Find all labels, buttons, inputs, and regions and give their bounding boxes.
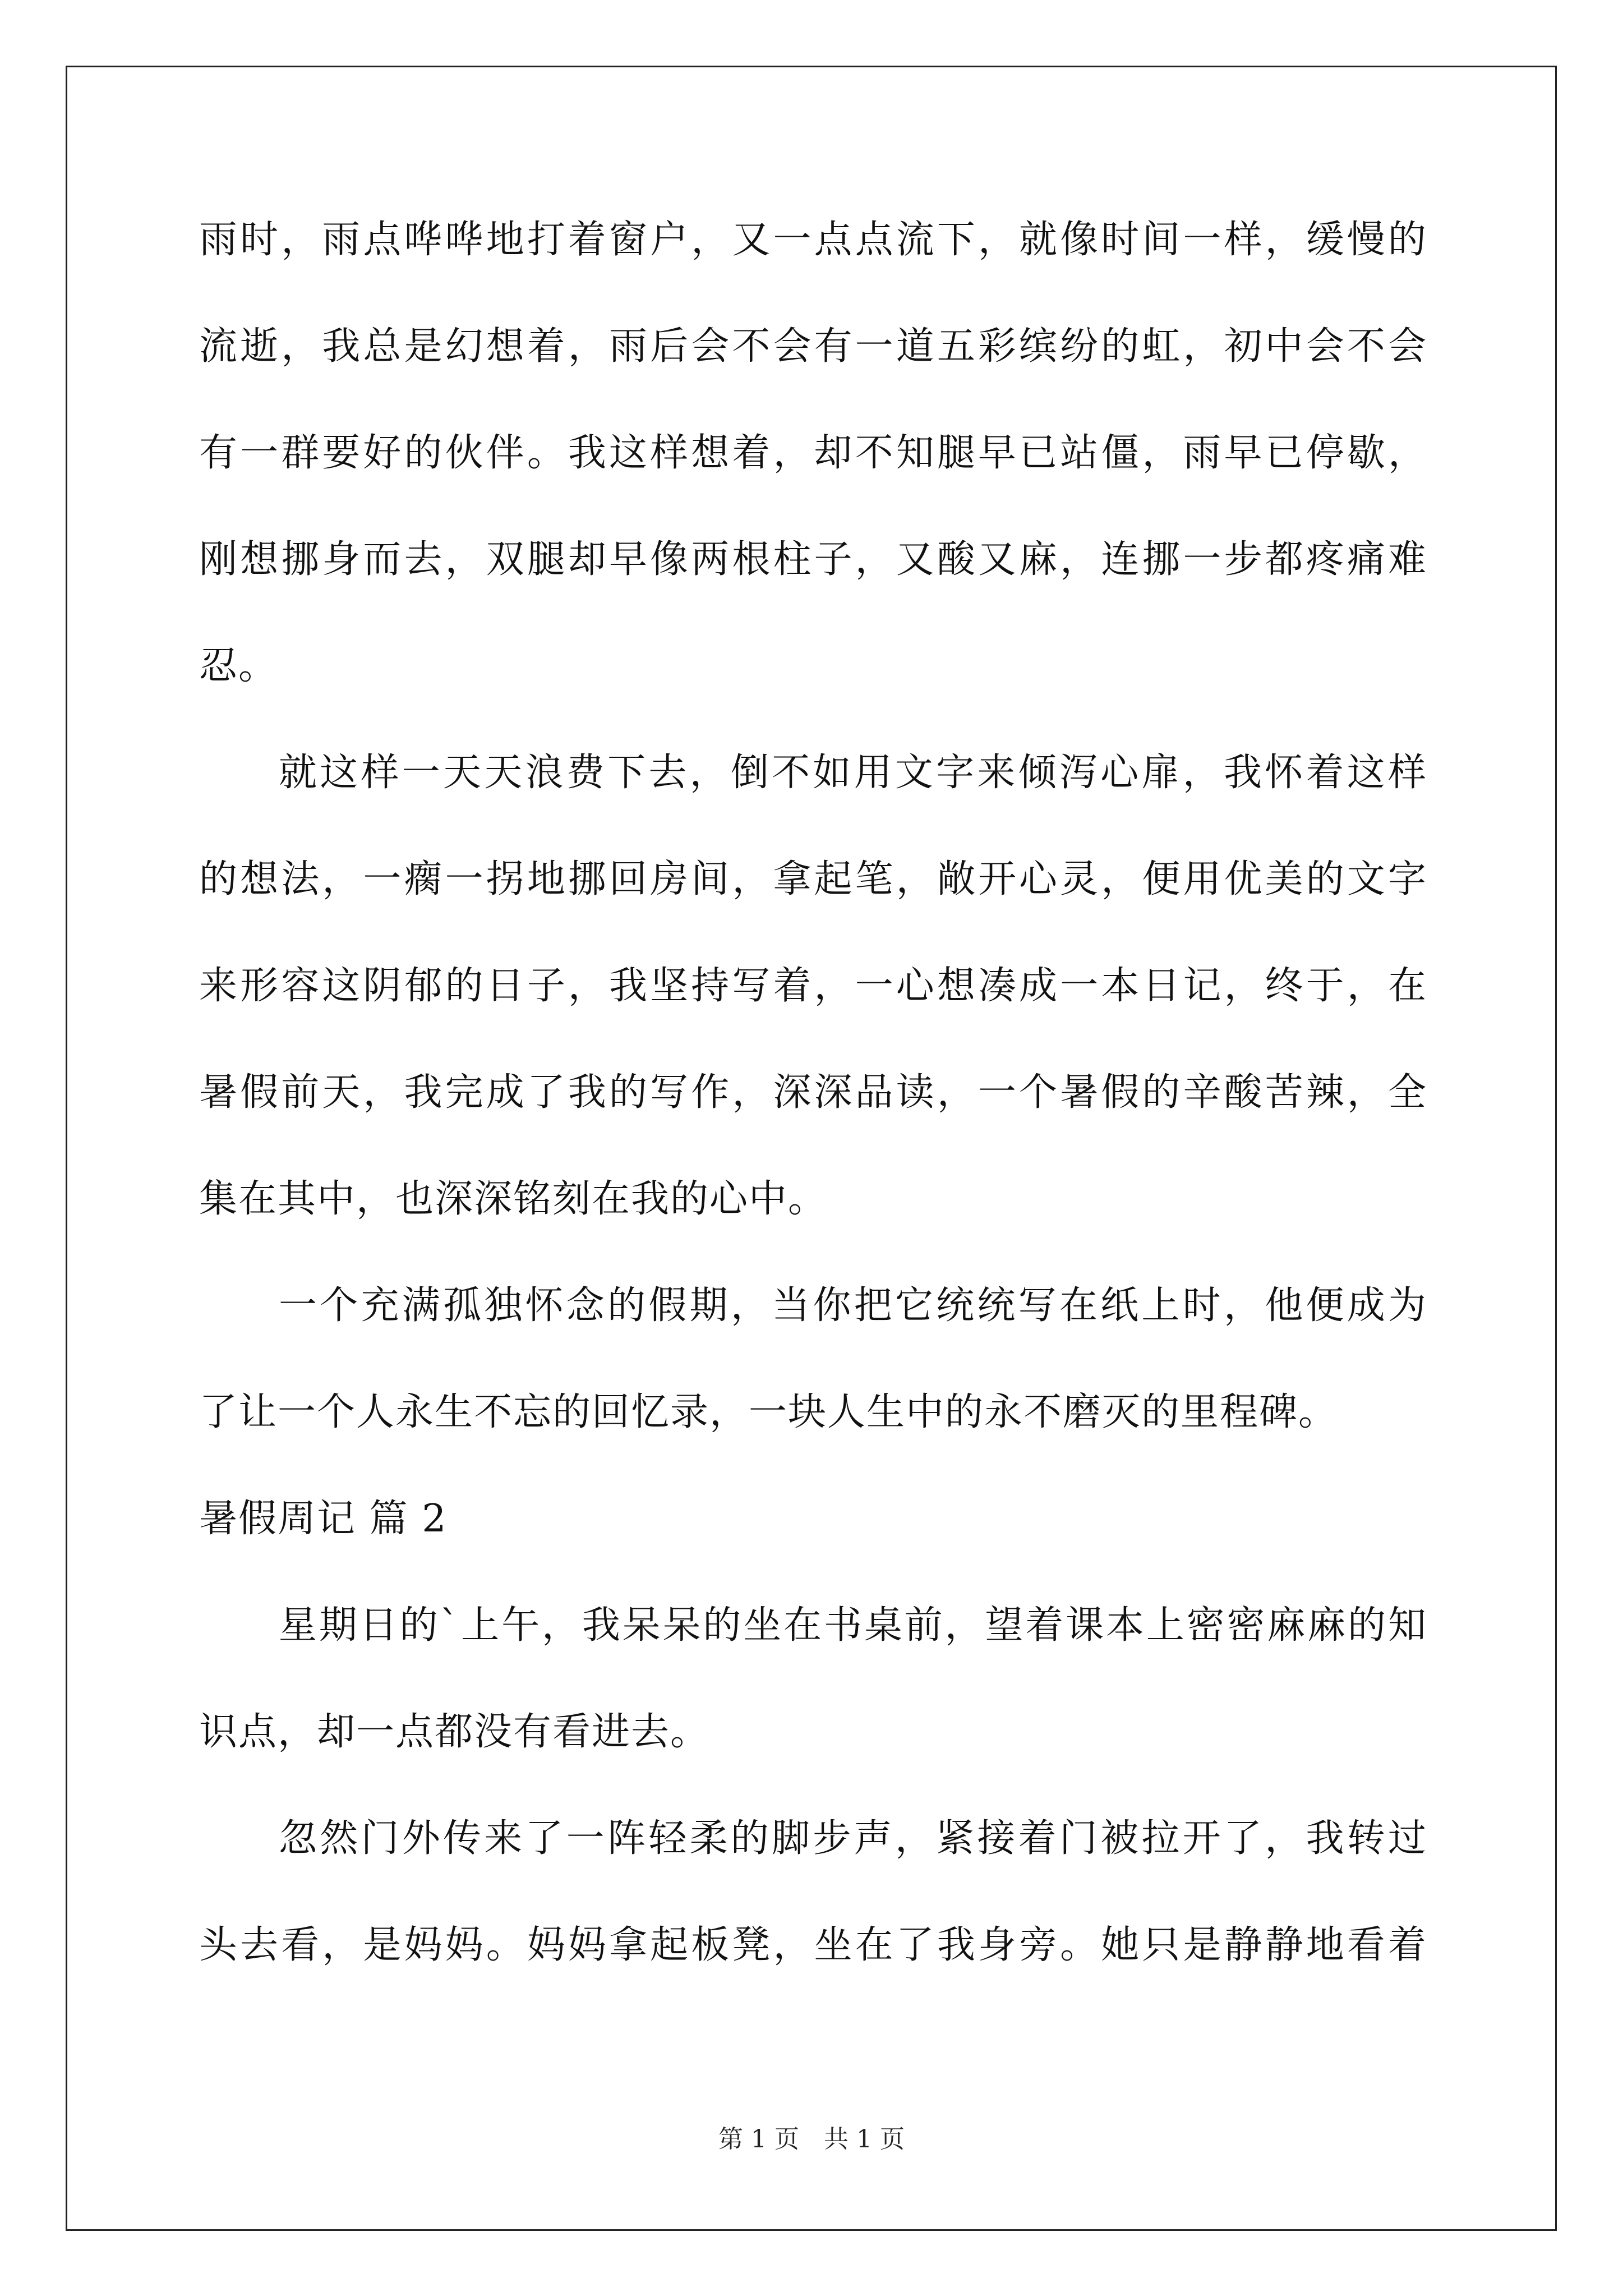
text-line: 流逝，我总是幻想着，雨后会不会有一道五彩缤纷的虹，初中会不会 (199, 324, 1427, 369)
text-line: 雨时，雨点哗哗地打着窗户，又一点点流下，就像时间一样，缓慢的 (199, 218, 1427, 262)
text-line: 有一群要好的伙伴。我这样想着，却不知腿早已站僵，雨早已停歇， (199, 431, 1427, 475)
text-line: 刚想挪身而去，双腿却早像两根柱子，又酸又麻，连挪一步都疼痛难 (199, 537, 1427, 582)
paragraph-first-line: 星期日的`上午，我呆呆的坐在书桌前，望着课本上密密麻麻的知 (279, 1603, 1427, 1648)
section-heading: 暑假周记 篇 2 (199, 1497, 448, 1541)
document-body (199, 218, 1427, 2030)
paragraph-first-line: 忽然门外传来了一阵轻柔的脚步声，紧接着门被拉开了，我转过 (279, 1816, 1427, 1861)
text-line: 集在其中，也深深铭刻在我的心中。 (199, 1177, 828, 1221)
paragraph-first-line: 一个充满孤独怀念的假期，当你把它统统写在纸上时，他便成为 (279, 1283, 1427, 1328)
text-line: 来形容这阴郁的日子，我坚持写着，一心想凑成一本日记，终于，在 (199, 964, 1427, 1008)
text-line: 忍。 (199, 644, 278, 688)
text-line: 暑假前天，我完成了我的写作，深深品读，一个暑假的辛酸苦辣，全 (199, 1070, 1427, 1115)
text-line: 识点，却一点都没有看进去。 (199, 1710, 710, 1754)
text-line: 的想法，一瘸一拐地挪回房间，拿起笔，敞开心灵，便用优美的文字 (199, 857, 1427, 901)
text-line: 头去看，是妈妈。妈妈拿起板凳，坐在了我身旁。她只是静静地看着 (199, 1923, 1427, 1967)
page-footer: 第 1 页 共 1 页 (718, 2125, 905, 2154)
text-line: 了让一个人永生不忘的回忆录，一块人生中的永不磨灭的里程碑。 (199, 1390, 1338, 1434)
paragraph-first-line: 就这样一天天浪费下去，倒不如用文字来倾泻心扉，我怀着这样 (279, 751, 1427, 795)
